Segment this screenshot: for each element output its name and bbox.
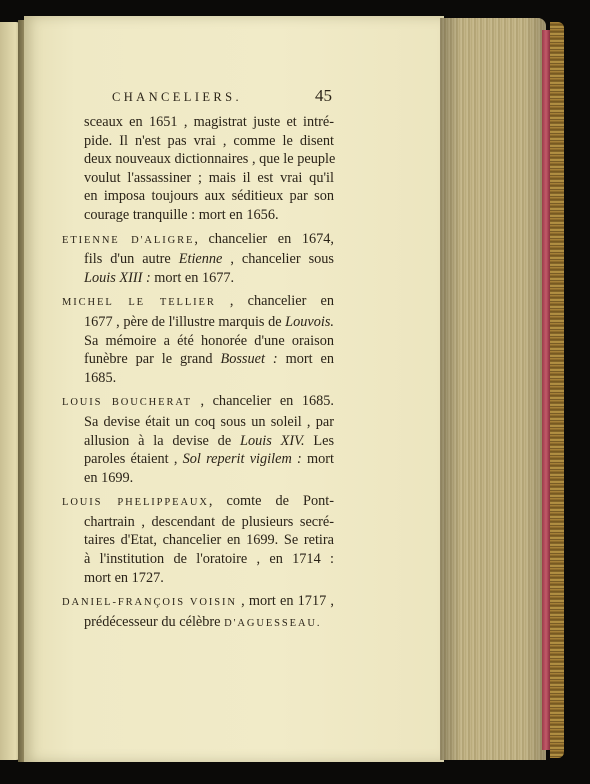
- entry-name: DANIEL-FRANÇOIS VOISIN: [62, 597, 237, 609]
- text-line: Sa mémoire a été honorée d'une oraison: [84, 332, 334, 349]
- text-line: paroles étaient , Sol reperit vigilem : mort: [84, 451, 335, 468]
- entry-name: ETIENNE D'ALIGRE: [62, 234, 195, 246]
- text-line: pide. Il n'est pas vrai , comme le disent: [84, 132, 334, 149]
- text-line: chartrain , descendant de plusieurs secré-: [84, 513, 334, 530]
- text-line: deux nouveaux dictionnaires , que le peuple: [84, 151, 336, 168]
- entry-name: LOUIS BOUCHERAT: [62, 397, 192, 409]
- entry-continuation: [62, 113, 334, 225]
- text-line: en 1699.: [84, 469, 134, 486]
- text-line: mort en 1727.: [84, 569, 164, 586]
- text-line: sceaux en 1651 , magistrat juste et intré-: [84, 114, 334, 130]
- text-line: fils d'un autre Etienne , chancelier sous: [84, 251, 334, 268]
- entry-phelippeaux: [62, 492, 334, 587]
- text-line: en imposa toujours aux séditieux par son: [84, 188, 334, 205]
- text-line: à l'institution de l'oratoire , en 1714 :: [84, 551, 334, 568]
- text-line: courage tranquille : mort en 1656.: [84, 206, 279, 223]
- text-line: DANIEL-FRANÇOIS VOISIN , mort en 1717 ,: [62, 593, 334, 610]
- entry-voisin: [62, 592, 334, 633]
- text-line: voulut l'assassiner ; mais il est vrai qu'il: [84, 169, 334, 186]
- text-line: allusion à la devise de Louis XIV. Les: [84, 432, 335, 449]
- text-line: funèbre par le grand Bossuet : mort en: [84, 351, 334, 368]
- text-line: Louis XIII : mort en 1677.: [84, 269, 235, 286]
- text-line: 1685.: [84, 369, 117, 386]
- text-line: Sa devise était un coq sous un soleil , par: [84, 413, 334, 430]
- entry-le-tellier: [62, 292, 334, 387]
- text-line: LOUIS BOUCHERAT , chancelier en 1685.: [62, 393, 334, 410]
- entry-aligre: [62, 230, 334, 288]
- text-line: LOUIS PHELIPPEAUX, comte de Pont-: [62, 493, 334, 510]
- entry-name: LOUIS PHELIPPEAUX: [62, 497, 209, 509]
- page-edges-shade: [440, 18, 546, 760]
- entry-name: MICHEL LE TELLIER: [62, 297, 216, 309]
- entry-boucherat: [62, 392, 334, 487]
- cover-red-edge: [542, 30, 550, 750]
- cover-gilt-edge: [550, 22, 564, 758]
- page-number: 45: [315, 86, 332, 105]
- page-text: [62, 113, 334, 638]
- text-line: 1677 , père de l'illustre marquis de Louvois.: [84, 313, 334, 330]
- text-line: MICHEL LE TELLIER , chancelier en: [62, 293, 334, 310]
- text-line: prédécesseur du célèbre D'AGUESSEAU.: [84, 613, 322, 630]
- text-line: ETIENNE D'ALIGRE, chancelier en 1674,: [62, 230, 334, 247]
- page-header: [112, 86, 332, 106]
- running-head: CHANCELIERS.: [112, 90, 243, 104]
- text-line: taires d'Etat, chancelier en 1699. Se retira: [84, 532, 334, 549]
